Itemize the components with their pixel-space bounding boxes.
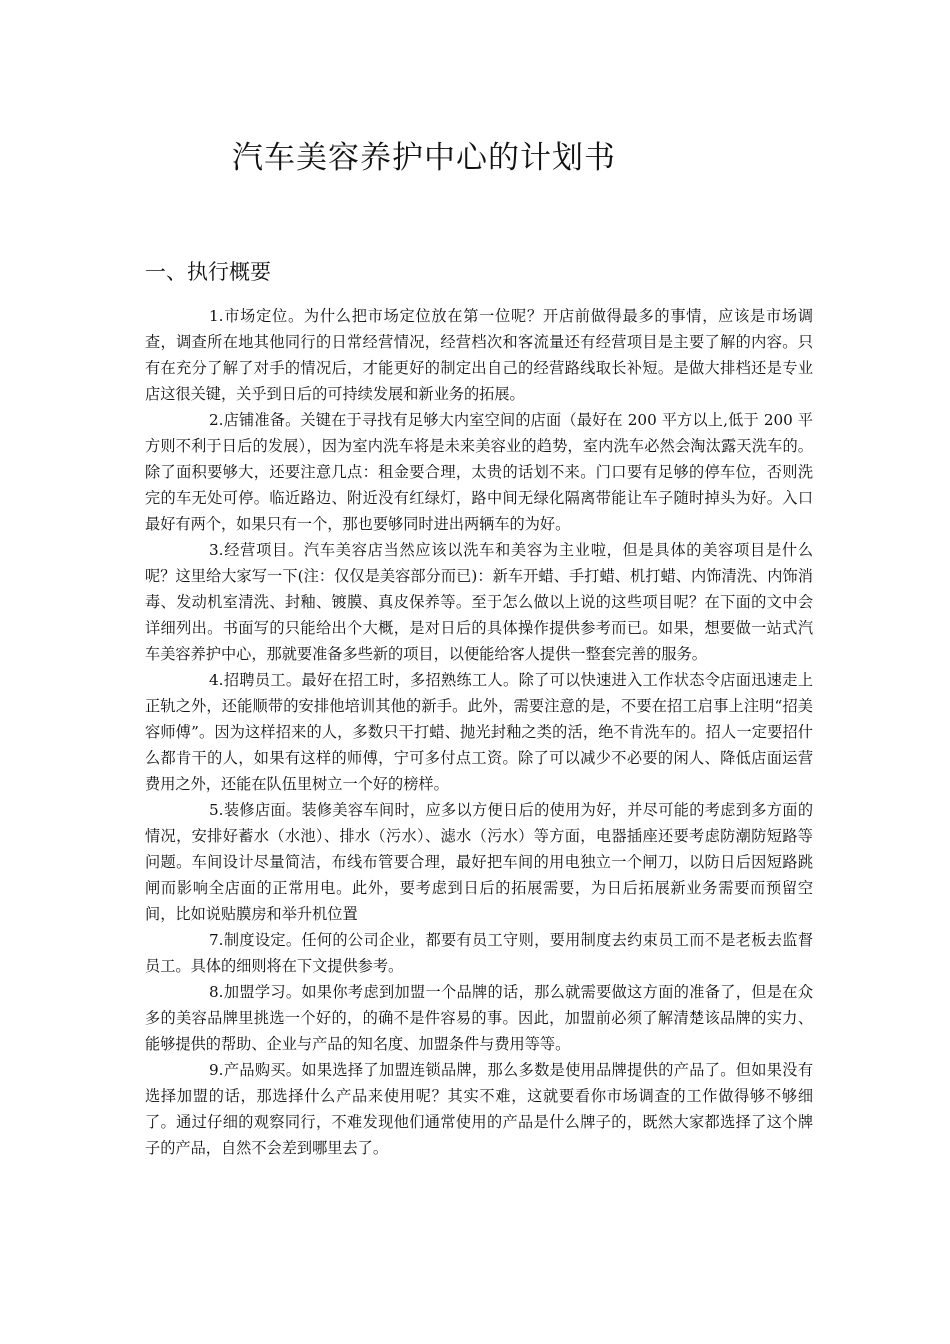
paragraph	[145, 537, 813, 667]
paragraph	[145, 927, 813, 979]
section-heading: 一、执行概要	[145, 260, 271, 284]
document-body	[145, 303, 813, 1161]
paragraph-number: 3.	[209, 541, 224, 559]
paragraph-text: 装修店面。装修美容车间时，应多以方便日后的使用为好，并尽可能的考虑到多方面的情况，安排好蓄水（水池）、排水（污水）、滤水（污水）等方面，电器插座还要考虑防潮防短路等问题。车间设计尽量简洁，布线布管要合理，最好把车间的用电独立一个闸刀，以防日后因短路跳闸而影响全店面的正常用电。此外，要考虑到日后的拓展需要，为日后拓展新业务需要而预留空间，比如说贴膜房和举升机位置	[145, 801, 813, 923]
paragraph-text: 市场定位。为什么把市场定位放在第一位呢？开店前做得最多的事情，应该是市场调查，调查所在地其他同行的日常经营情况，经营档次和客流量还有经营项目是主要了解的内容。只有在充分了解了对手的情况后，才能更好的制定出自己的经营路线取长补短。是做大排档还是专业店这很关键，关乎到日后的可持续发展和新业务的拓展。	[145, 307, 813, 403]
paragraph-number: 8.	[209, 983, 224, 1001]
paragraph	[145, 979, 813, 1057]
paragraph-number: 5.	[209, 801, 224, 819]
paragraph	[145, 797, 813, 927]
paragraph-number: 7.	[209, 931, 224, 949]
paragraph-text: 制度设定。任何的公司企业，都要有员工守则，要用制度去约束员工而不是老板去监督员工。具体的细则将在下文提供参考。	[145, 931, 813, 975]
paragraph-text: 经营项目。汽车美容店当然应该以洗车和美容为主业啦，但是具体的美容项目是什么呢？这里给大家写一下(注：仅仅是美容部分而已)：新车开蜡、手打蜡、机打蜡、内饰清洗、内饰消毒、发动机室清洗、封釉、镀膜、真皮保养等。至于怎么做以上说的这些项目呢？在下面的文中会详细列出。书面写的只能给出个大概，是对日后的具体操作提供参考而已。如果，想要做一站式汽车美容养护中心，那就要准备多些新的项目，以便能给客人提供一整套完善的服务。	[145, 541, 813, 663]
paragraph	[145, 303, 813, 407]
paragraph-text: 店铺准备。关键在于寻找有足够大内室空间的店面（最好在 200 平方以上,低于 200 平方则不利于日后的发展），因为室内洗车将是未来美容业的趋势，室内洗车必然会淘汰露天洗车的。除了面积要够大，还要注意几点：租金要合理，太贵的话划不来。门口要有足够的停车位，否则洗完的车无处可停。临近路边、附近没有红绿灯，路中间无绿化隔离带能让车子随时掉头为好。入口最好有两个，如果只有一个，那也要够同时进出两辆车的为好。	[145, 411, 813, 533]
paragraph-number: 1.	[209, 307, 224, 325]
paragraph	[145, 1057, 813, 1161]
paragraph-text: 招聘员工。最好在招工时，多招熟练工人。除了可以快速进入工作状态令店面迅速走上正轨之外，还能顺带的安排他培训其他的新手。此外，需要注意的是，不要在招工启事上注明“招美容师傅”。因为这样招来的人，多数只干打蜡、抛光封釉之类的活，绝不肯洗车的。招人一定要招什么都肯干的人，如果有这样的师傅，宁可多付点工资。除了可以减少不必要的闲人、降低店面运营费用之外，还能在队伍里树立一个好的榜样。	[145, 671, 813, 793]
paragraph-number: 2.	[209, 411, 224, 429]
paragraph	[145, 667, 813, 797]
document-title: 汽车美容养护中心的计划书	[232, 140, 616, 176]
paragraph-text: 产品购买。如果选择了加盟连锁品牌，那么多数是使用品牌提供的产品了。但如果没有选择加盟的话，那选择什么产品来使用呢？其实不难，这就要看你市场调查的工作做得够不够细了。通过仔细的观察同行，不难发现他们通常使用的产品是什么牌子的，既然大家都选择了这个牌子的产品，自然不会差到哪里去了。	[145, 1061, 813, 1157]
paragraph-number: 9.	[209, 1061, 224, 1079]
paragraph	[145, 407, 813, 537]
paragraph-text: 加盟学习。如果你考虑到加盟一个品牌的话，那么就需要做这方面的准备了，但是在众多的美容品牌里挑选一个好的，的确不是件容易的事。因此，加盟前必须了解清楚该品牌的实力、能够提供的帮助、企业与产品的知名度、加盟条件与费用等等。	[145, 983, 813, 1053]
paragraph-number: 4.	[209, 671, 224, 689]
